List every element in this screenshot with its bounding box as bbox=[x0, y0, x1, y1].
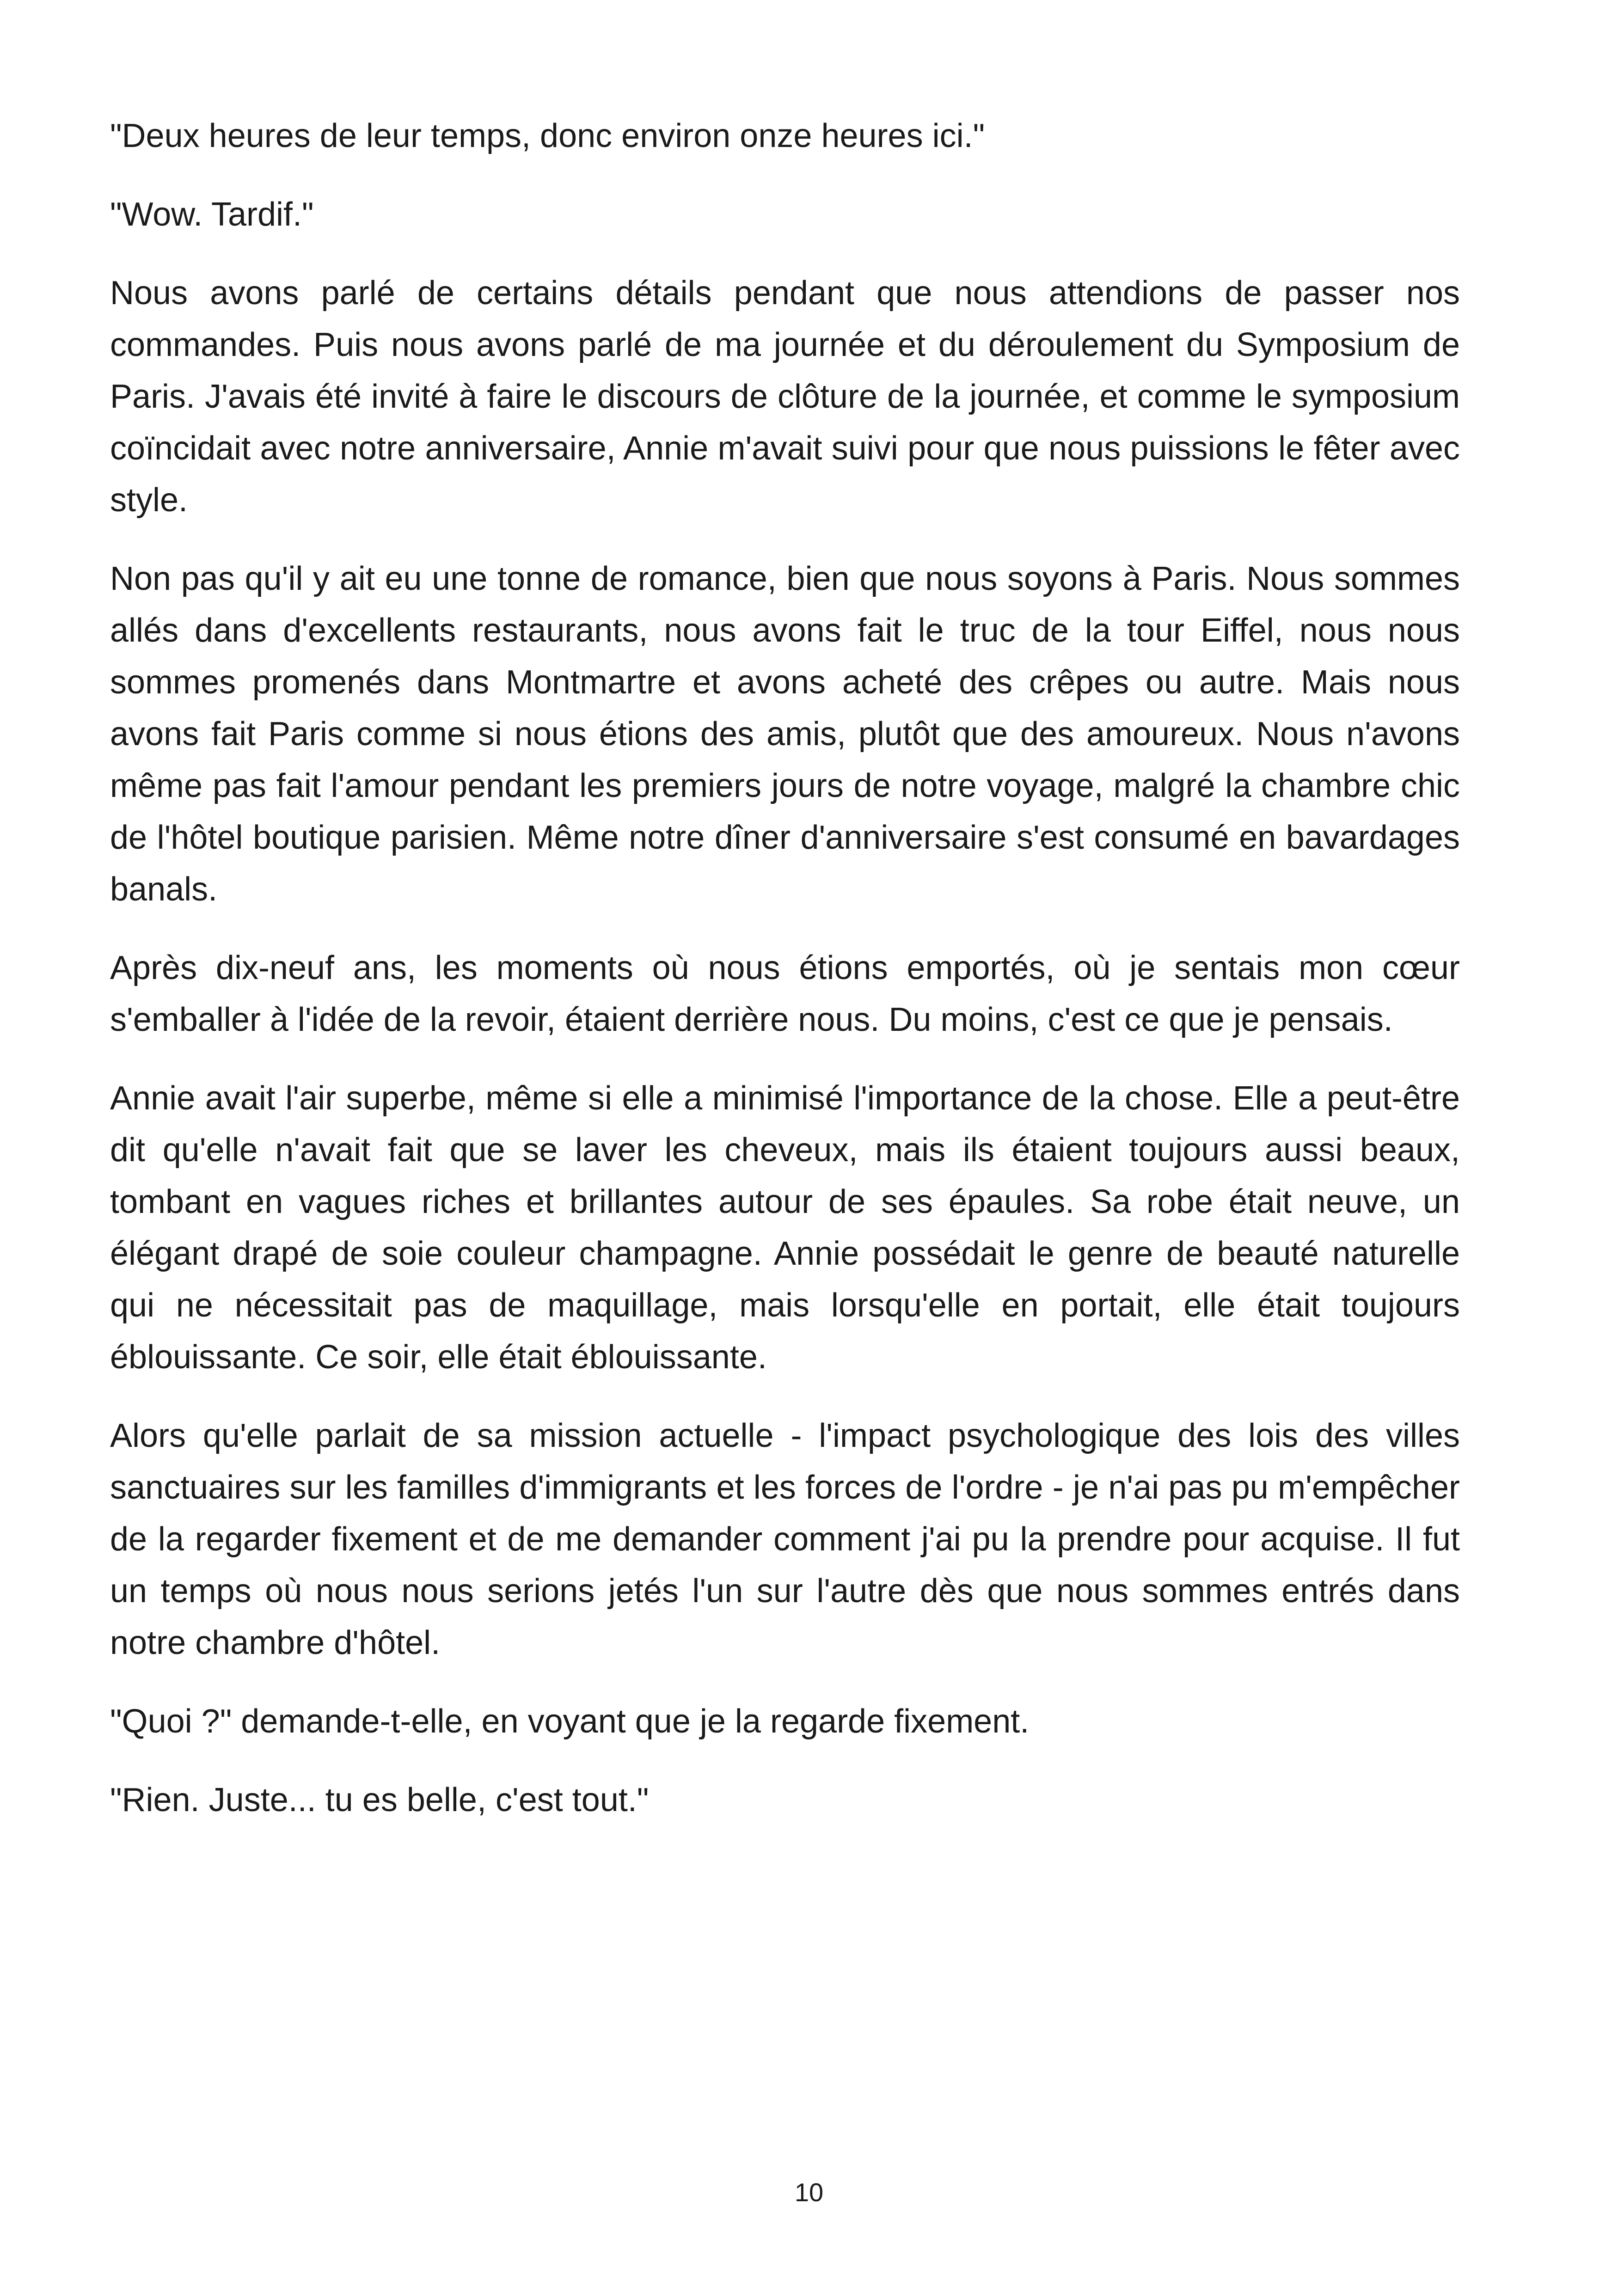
paragraph: Annie avait l'air superbe, même si elle a minimisé l'importance de la chose. Elle a peut-être dit qu'elle n'avait fait que se laver les cheveux, mais ils étaient toujours aussi beaux, tombant en vagues riches et brillantes autour de ses épaules. Sa robe était neuve, un élégant drapé de soie couleur champagne. Annie possédait le genre de beauté naturelle qui ne nécessitait pas de maquillage, mais lorsqu'elle en portait, elle était toujours éblouissante. Ce soir, elle était éblouissante. bbox=[110, 1080, 1460, 1376]
paragraph: "Quoi ?" demande-t-elle, en voyant que je la regarde fixement. bbox=[110, 1703, 1030, 1740]
paragraph: "Wow. Tardif." bbox=[110, 196, 314, 233]
body-text bbox=[110, 110, 1460, 1853]
paragraph: "Deux heures de leur temps, donc environ onze heures ici." bbox=[110, 117, 985, 154]
paragraph: Après dix-neuf ans, les moments où nous étions emportés, où je sentais mon cœur s'emballer à l'idée de la revoir, étaient derrière nous. Du moins, c'est ce que je pensais. bbox=[110, 949, 1460, 1038]
paragraph: Nous avons parlé de certains détails pendant que nous attendions de passer nos commandes. Puis nous avons parlé de ma journée et du déroulement du Symposium de Paris. J'avais été invité à faire le discours de clôture de la journée, et comme le symposium coïncidait avec notre anniversaire, Annie m'avait suivi pour que nous puissions le fêter avec style. bbox=[110, 275, 1460, 519]
paragraph: Alors qu'elle parlait de sa mission actuelle - l'impact psychologique des lois des villes sanctuaires sur les familles d'immigrants et les forces de l'ordre - je n'ai pas pu m'empêcher de la regarder fixement et de me demander comment j'ai pu la prendre pour acquise. Il fut un temps où nous nous serions jetés l'un sur l'autre dès que nous sommes entrés dans notre chambre d'hôtel. bbox=[110, 1417, 1460, 1661]
page-number: 10 bbox=[794, 2178, 824, 2207]
paragraph: Non pas qu'il y ait eu une tonne de romance, bien que nous soyons à Paris. Nous sommes allés dans d'excellents restaurants, nous avons fait le truc de la tour Eiffel, nous nous sommes promenés dans Montmartre et avons acheté des crêpes ou autre. Mais nous avons fait Paris comme si nous étions des amis, plutôt que des amoureux. Nous n'avons même pas fait l'amour pendant les premiers jours de notre voyage, malgré la chambre chic de l'hôtel boutique parisien. Même notre dîner d'anniversaire s'est consumé en bavardages banals. bbox=[110, 560, 1460, 908]
paragraph: "Rien. Juste... tu es belle, c'est tout." bbox=[110, 1782, 649, 1818]
